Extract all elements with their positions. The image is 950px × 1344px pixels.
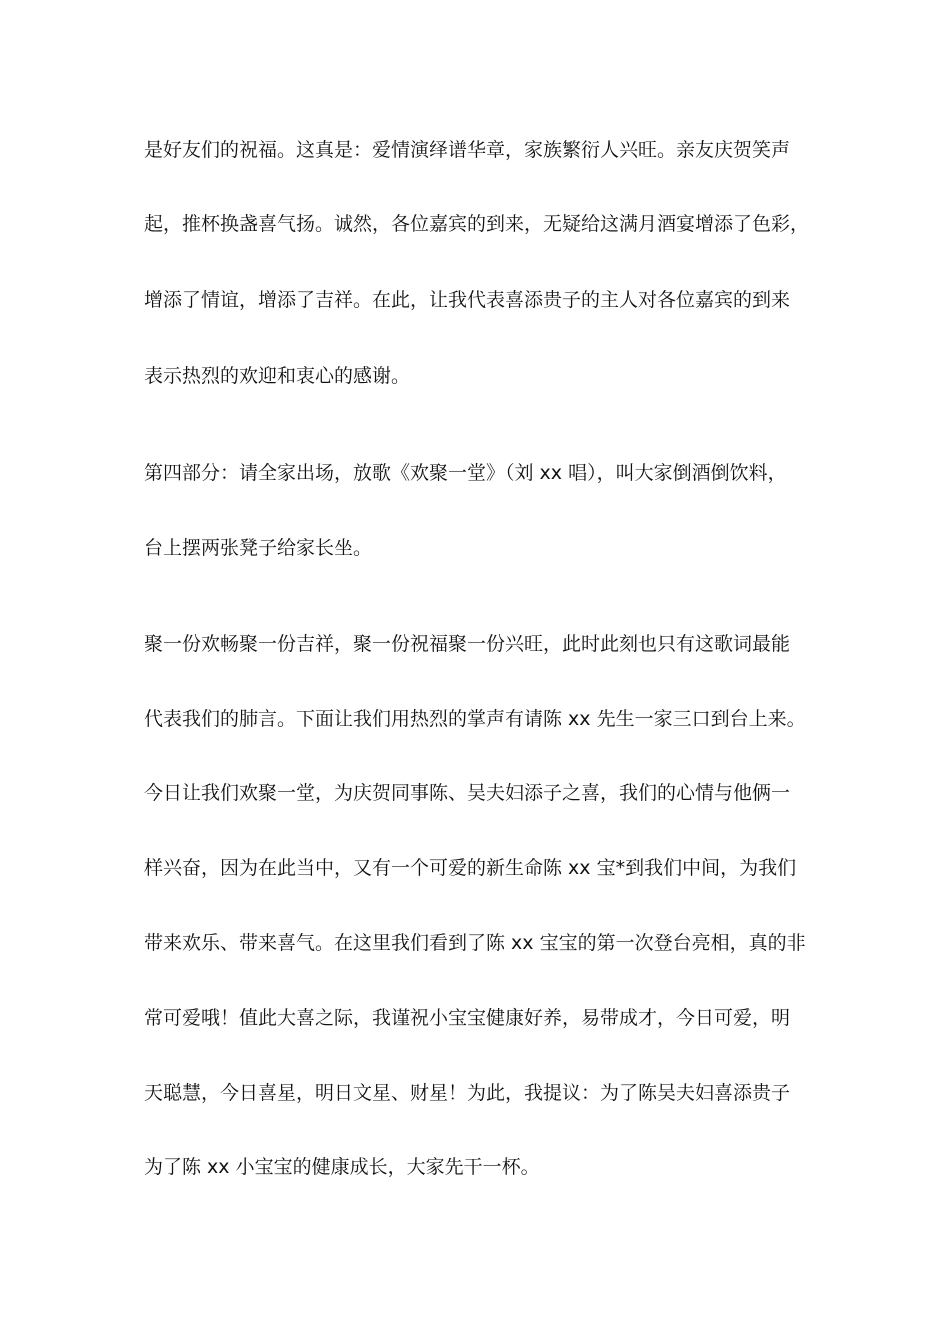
paragraph-line: 今日让我们欢聚一堂，为庆贺同事陈、吴夫妇添子之喜，我们的心情与他俩一 xyxy=(144,782,791,804)
section-heading-line: 第四部分：请全家出场，放歌《欢聚一堂》（刘 xx 唱），叫大家倒酒倒饮料， xyxy=(144,462,787,484)
paragraph-line: 起，推杯换盏喜气扬。诚然，各位嘉宾的到来，无疑给这满月酒宴增添了色彩， xyxy=(144,213,810,235)
paragraph-line: 表示热烈的欢迎和衷心的感谢。 xyxy=(144,365,411,387)
paragraph-line: 增添了情谊，增添了吉祥。在此，让我代表喜添贵子的主人对各位嘉宾的到来 xyxy=(144,289,791,311)
paragraph-line: 代表我们的肺言。下面让我们用热烈的掌声有请陈 xx 先生一家三口到台上来。 xyxy=(144,708,806,730)
paragraph-line: 样兴奋，因为在此当中，又有一个可爱的新生命陈 xx 宝*到我们中间，为我们 xyxy=(144,857,797,879)
paragraph-line: 台上摆两张凳子给家长坐。 xyxy=(144,537,373,559)
paragraph-line: 是好友们的祝福。这真是：爱情演绎谱华章，家族繁衍人兴旺。亲友庆贺笑声 xyxy=(144,139,791,161)
paragraph-line: 聚一份欢畅聚一份吉祥，聚一份祝福聚一份兴旺，此时此刻也只有这歌词最能 xyxy=(144,633,791,655)
paragraph-line: 常可爱哦！值此大喜之际，我谨祝小宝宝健康好养，易带成才，今日可爱，明 xyxy=(144,1007,791,1029)
paragraph-line: 为了陈 xx 小宝宝的健康成长，大家先干一杯。 xyxy=(144,1156,540,1178)
paragraph-line: 天聪慧，今日喜星，明日文星、财星！为此，我提议：为了陈吴夫妇喜添贵子 xyxy=(144,1082,791,1104)
paragraph-line: 带来欢乐、带来喜气。在这里我们看到了陈 xx 宝宝的第一次登台亮相，真的非 xyxy=(144,932,806,954)
